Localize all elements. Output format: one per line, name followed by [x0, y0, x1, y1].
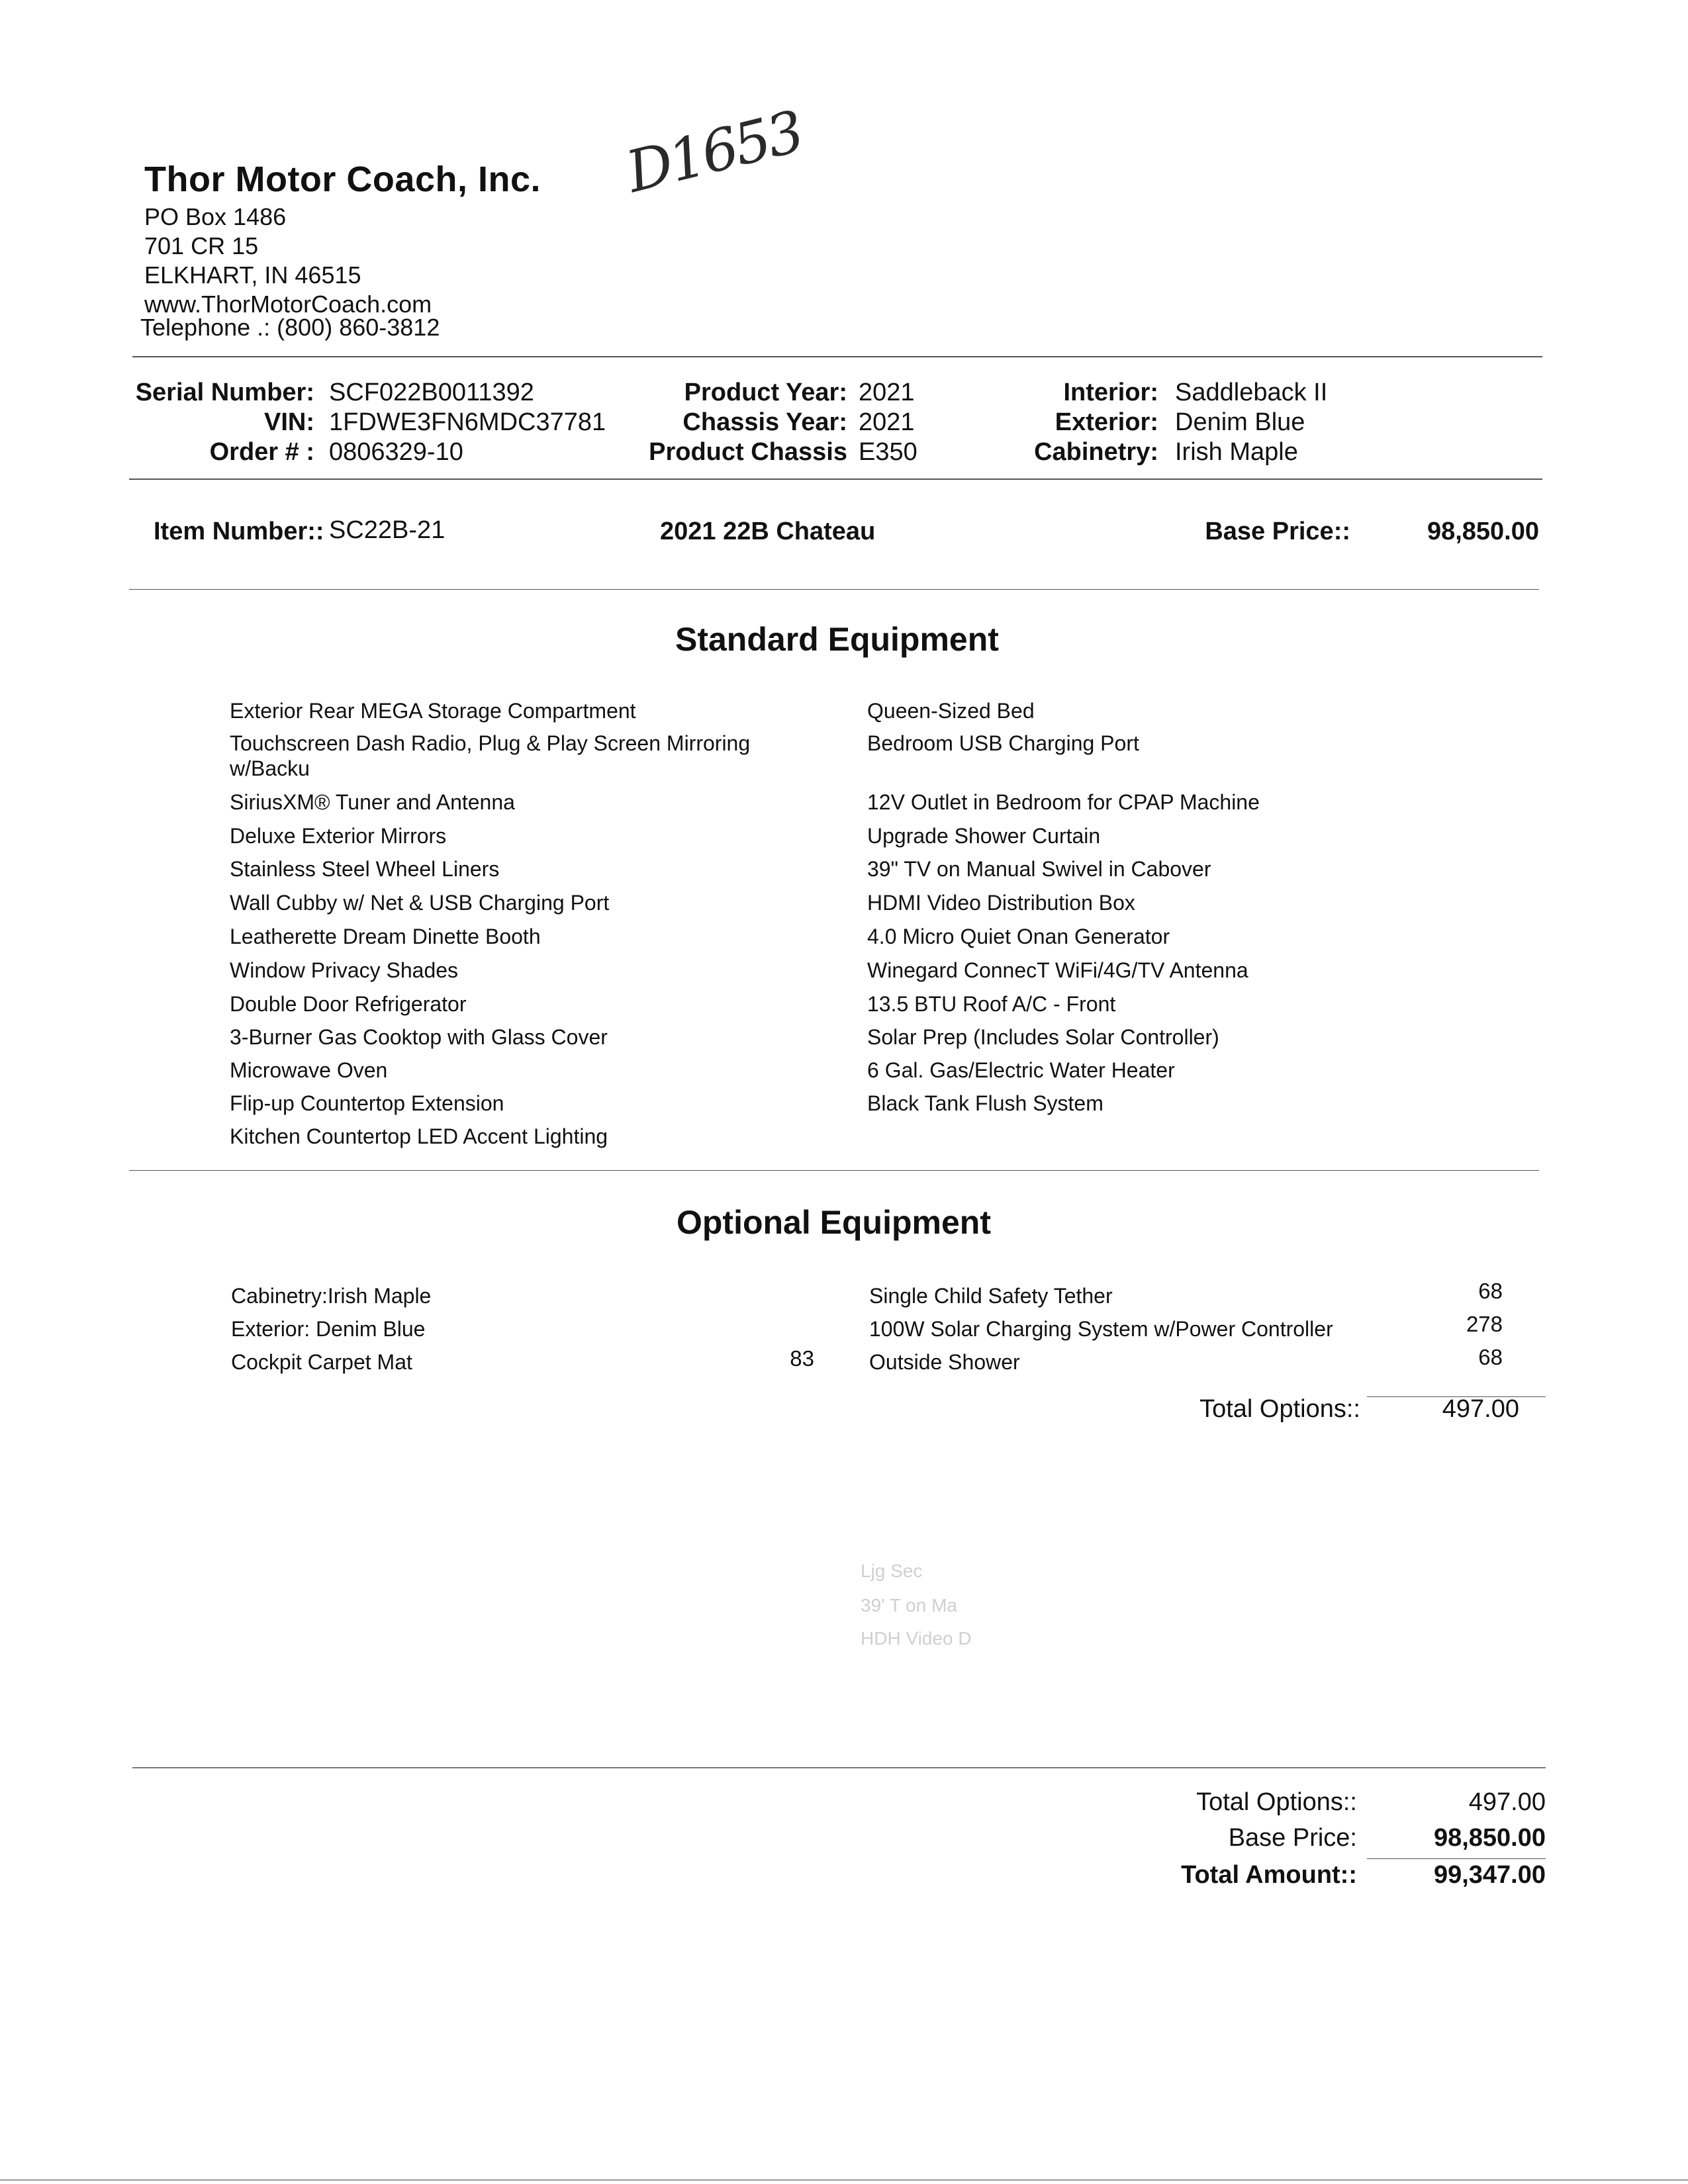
divider [132, 356, 1542, 357]
list-item: Outside Shower [869, 1350, 1020, 1374]
chassis-year-value: 2021 [859, 408, 915, 436]
list-item: 4.0 Micro Quiet Onan Generator [867, 925, 1170, 948]
interior-value: Saddleback II [1175, 379, 1328, 406]
list-item: Kitchen Countertop LED Accent Lighting [230, 1124, 608, 1148]
address-line: PO Box 1486 [144, 203, 287, 230]
list-item: Upgrade Shower Curtain [867, 824, 1101, 848]
summary-total-options-label: Total Options:: [1196, 1788, 1357, 1816]
list-item: 13.5 BTU Roof A/C - Front [867, 992, 1116, 1016]
list-item: Exterior Rear MEGA Storage Compartment [230, 699, 636, 723]
list-item: Bedroom USB Charging Port [867, 731, 1139, 755]
bleed-through-text: HDH Video D [861, 1628, 972, 1649]
company-address [144, 203, 432, 319]
list-item: Flip-up Countertop Extension [230, 1091, 504, 1115]
list-item: 100W Solar Charging System w/Power Controller [869, 1317, 1333, 1341]
list-item: 39" TV on Manual Swivel in Cabover [867, 857, 1211, 881]
product-chassis-label: Product Chassis [649, 438, 847, 466]
bleed-through-text: Ljg Sec [861, 1561, 923, 1581]
list-item: Cabinetry:Irish Maple [231, 1284, 432, 1308]
address-line: ELKHART, IN 46515 [144, 261, 361, 289]
product-year-label: Product Year: [684, 379, 847, 406]
divider [129, 478, 1542, 480]
chassis-year-label: Chassis Year: [682, 408, 847, 436]
list-item: Queen-Sized Bed [867, 699, 1035, 723]
website-link[interactable]: www.ThorMotorCoach.com [144, 291, 432, 318]
address-line: 701 CR 15 [144, 232, 259, 259]
item-number-label: Item Number:: [154, 518, 324, 545]
order-value: 0806329-10 [329, 438, 463, 466]
option-price: 68 [1478, 1279, 1503, 1303]
exterior-label: Exterior: [1055, 408, 1158, 436]
list-item: Solar Prep (Includes Solar Controller) [867, 1025, 1219, 1049]
list-item: Winegard ConnecT WiFi/4G/TV Antenna [867, 958, 1248, 982]
item-number-value: SC22B-21 [329, 516, 445, 544]
list-item: Touchscreen Dash Radio, Plug & Play Screen Mirroring [230, 731, 751, 755]
option-price: 278 [1466, 1312, 1503, 1336]
summary-base-price-value: 98,850.00 [1433, 1824, 1546, 1852]
divider [132, 1767, 1546, 1768]
vin-label: VIN: [264, 408, 314, 436]
company-name: Thor Motor Coach, Inc. [144, 159, 541, 199]
option-price: 83 [790, 1346, 814, 1371]
list-item: Window Privacy Shades [230, 958, 459, 982]
handwritten-note: D1653 [620, 99, 808, 206]
base-price-label: Base Price:: [1205, 518, 1350, 545]
divider [129, 589, 1539, 590]
list-item: w/Backu [230, 756, 310, 780]
model-name: 2021 22B Chateau [660, 518, 876, 545]
list-item: Single Child Safety Tether [869, 1284, 1113, 1308]
cabinetry-label: Cabinetry: [1034, 438, 1158, 466]
summary-total-options-value: 497.00 [1468, 1788, 1546, 1816]
telephone: Telephone .: (800) 860-3812 [140, 314, 440, 341]
optional-total-label: Total Options:: [1199, 1395, 1360, 1423]
product-year-value: 2021 [859, 379, 915, 406]
product-chassis-value: E350 [859, 438, 917, 466]
list-item: HDMI Video Distribution Box [867, 891, 1135, 915]
option-price: 68 [1478, 1345, 1503, 1369]
divider [1367, 1858, 1546, 1859]
bleed-through-text: 39' T on Ma [861, 1595, 957, 1615]
cabinetry-value: Irish Maple [1175, 438, 1298, 466]
order-label: Order # : [209, 438, 314, 466]
page-edge [0, 2179, 1688, 2181]
summary-total-amount-label: Total Amount:: [1181, 1861, 1357, 1889]
optional-equipment-title: Optional Equipment [677, 1204, 991, 1241]
list-item: Double Door Refrigerator [230, 992, 467, 1016]
exterior-value: Denim Blue [1175, 408, 1305, 436]
divider [129, 1170, 1539, 1171]
list-item: Exterior: Denim Blue [231, 1317, 426, 1341]
optional-total-value: 497.00 [1442, 1395, 1519, 1423]
serial-value: SCF022B0011392 [329, 379, 534, 406]
list-item: SiriusXM® Tuner and Antenna [230, 790, 515, 814]
standard-equipment-title: Standard Equipment [675, 621, 999, 658]
list-item: Stainless Steel Wheel Liners [230, 857, 500, 881]
vin-value: 1FDWE3FN6MDC37781 [329, 408, 606, 436]
list-item: Leatherette Dream Dinette Booth [230, 925, 541, 948]
summary-base-price-label: Base Price: [1228, 1824, 1357, 1852]
list-item: 12V Outlet in Bedroom for CPAP Machine [867, 790, 1260, 814]
list-item: Deluxe Exterior Mirrors [230, 824, 447, 848]
list-item: Wall Cubby w/ Net & USB Charging Port [230, 891, 610, 915]
list-item: Microwave Oven [230, 1058, 388, 1082]
list-item: Cockpit Carpet Mat [231, 1350, 412, 1374]
interior-label: Interior: [1063, 379, 1158, 406]
list-item: Black Tank Flush System [867, 1091, 1103, 1115]
list-item: 3-Burner Gas Cooktop with Glass Cover [230, 1025, 608, 1049]
serial-label: Serial Number: [135, 379, 314, 406]
summary-total-amount-value: 99,347.00 [1433, 1861, 1546, 1889]
list-item: 6 Gal. Gas/Electric Water Heater [867, 1058, 1175, 1082]
base-price-value: 98,850.00 [1427, 518, 1539, 545]
